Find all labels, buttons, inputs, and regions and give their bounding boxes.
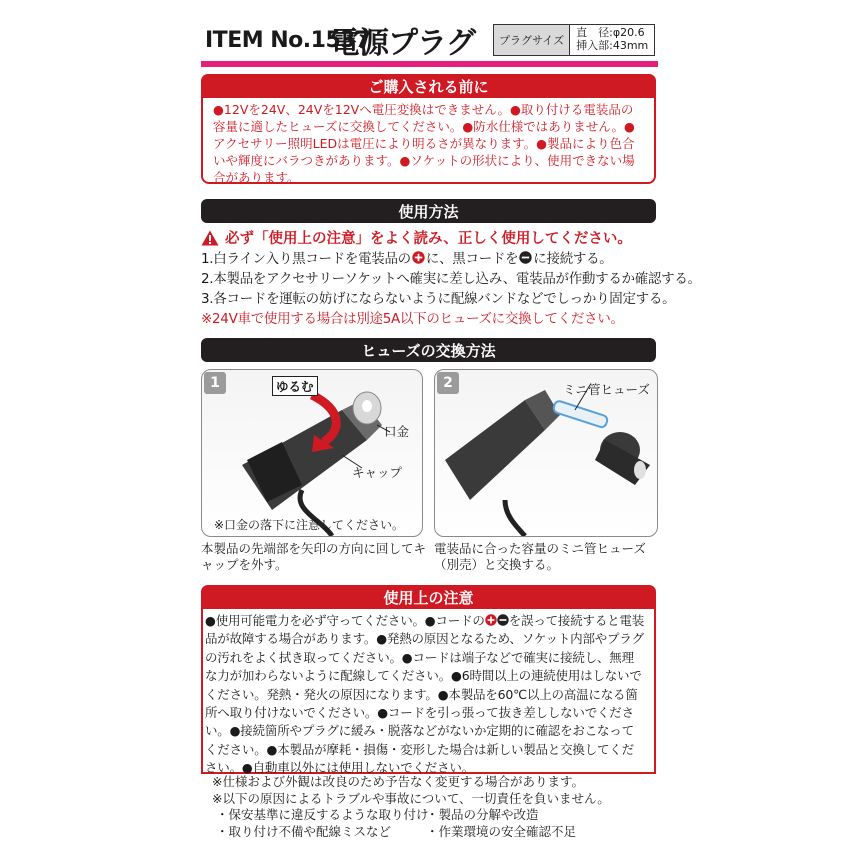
photo1-caption: 本製品の先端部を矢印の方向に回してキャップを外す。 (201, 541, 427, 572)
note-line-2: ※以下の原因によるトラブルや事故について、一切責任を負いません。 (212, 790, 610, 806)
caution-heading: 使用上の注意 (201, 585, 656, 609)
fuse-photo-2 (434, 369, 658, 537)
usage-step-3: 3.各コードを運転の妨げにならないように配線バンドなどでしっかり固定する。 (201, 291, 676, 307)
note-items-row-2 (212, 824, 610, 841)
tip-label: 口金 (384, 424, 410, 439)
header-divider (201, 61, 658, 67)
product-title: 電源プラグ (330, 26, 475, 61)
minus-circle-icon (497, 614, 509, 626)
step1-part-c: に接続する。 (533, 251, 613, 267)
note-item-1: ・保安基準に違反するような取り付け (216, 807, 429, 823)
caution-box (201, 608, 656, 774)
fuse-heading: ヒューズの交換方法 (201, 338, 656, 362)
usage-heading: 使用方法 (201, 199, 656, 223)
usage-24v-note: ※24V車で使用する場合は別途5A以下のヒューズに交換してください。 (201, 311, 624, 327)
plug-insert-length: 挿入部:43mm (576, 39, 649, 52)
caution-text-b: を誤って接続すると電装品が故障する場合があります。●発熱の原因となるため、ソケット内部やプラグの汚れをよく拭き取ってください。●コードは端子などで確実に接続し、無理な力が加わらないように配線してください。●6時間以上の連続使用はしないでください。発熱・発火の原因になります。●本製品を60℃以上の高温になる箇所へ取り付けないでください。●コードを引っ張って抜き差ししないでください。●接続箇所やプラグに緩み・脱落などがないか定期的に確認をおこなってください。●本製品が摩耗・損傷・変形した場合は新しい製品と交換してください。●自動車以外には使用しないでください。 (205, 613, 645, 776)
plus-circle-icon (412, 251, 425, 264)
plug-diameter: 直 径:φ20.6 (576, 26, 645, 39)
tip-drop-note: ※口金の落下に注意してください。 (214, 518, 405, 532)
warning-icon (201, 230, 219, 246)
caution-text-a: ●使用可能電力を必ず守ってください。●コードの (205, 613, 485, 628)
disclaimer-notes (212, 774, 610, 840)
step1-part-b: に、黒コードを (425, 251, 519, 267)
plug-size-box (493, 24, 655, 56)
note-line-1: ※仕様および外観は改良のため予告なく変更する場合があります。 (212, 774, 584, 789)
step-number-1: 1 (204, 372, 226, 394)
warning-text: 必ず「使用上の注意」をよく読み、正しく使用してください。 (225, 231, 632, 247)
minus-circle-icon (519, 251, 532, 264)
plug-size-values (570, 25, 654, 55)
step1-part-a: 1.白ライン入り黒コードを電装品の (201, 251, 411, 267)
caution-text (205, 612, 646, 778)
usage-warning (201, 227, 632, 248)
cap-label: キャップ (352, 465, 403, 480)
item-number: ITEM No.1537 (205, 28, 370, 53)
note-item-4: ・作業環境の安全確認不足 (426, 823, 577, 839)
plug-size-label: プラグサイズ (494, 25, 570, 55)
mini-fuse-label: ミニ管ヒューズ (563, 382, 650, 397)
note-item-3: ・取り付け不備や配線ミスなど (216, 823, 392, 839)
plus-circle-icon (485, 614, 497, 626)
loosen-label: ゆるむ (272, 376, 318, 396)
before-purchase-heading: ご購入される前に (201, 74, 656, 98)
fuse-photo-1 (201, 369, 423, 537)
usage-steps (201, 249, 701, 329)
photo2-caption: 電装品に合った容量のミニ管ヒューズ（別売）と交換する。 (434, 541, 646, 572)
usage-step-2: 2.本製品をアクセサリーソケットへ確実に差し込み、電装品が作動するか確認する。 (201, 271, 701, 287)
before-purchase-text: ●12Vを24V、24Vを12Vへ電圧変換はできません。●取り付ける電装品の容量に適したヒューズに交換してください。●防水仕様ではありません。●アクセサリー照明LEDは電圧により明るさが異なります。●製品により色合いや輝度にバラつきがあります。●ソケットの形状により、使用できない場合があります。 (213, 102, 635, 185)
before-purchase-box (201, 98, 656, 184)
note-items-row-1 (212, 807, 610, 824)
step-number-2: 2 (437, 372, 459, 394)
note-item-2: ・製品の分解や改造 (426, 807, 539, 823)
usage-step-1 (201, 249, 701, 269)
